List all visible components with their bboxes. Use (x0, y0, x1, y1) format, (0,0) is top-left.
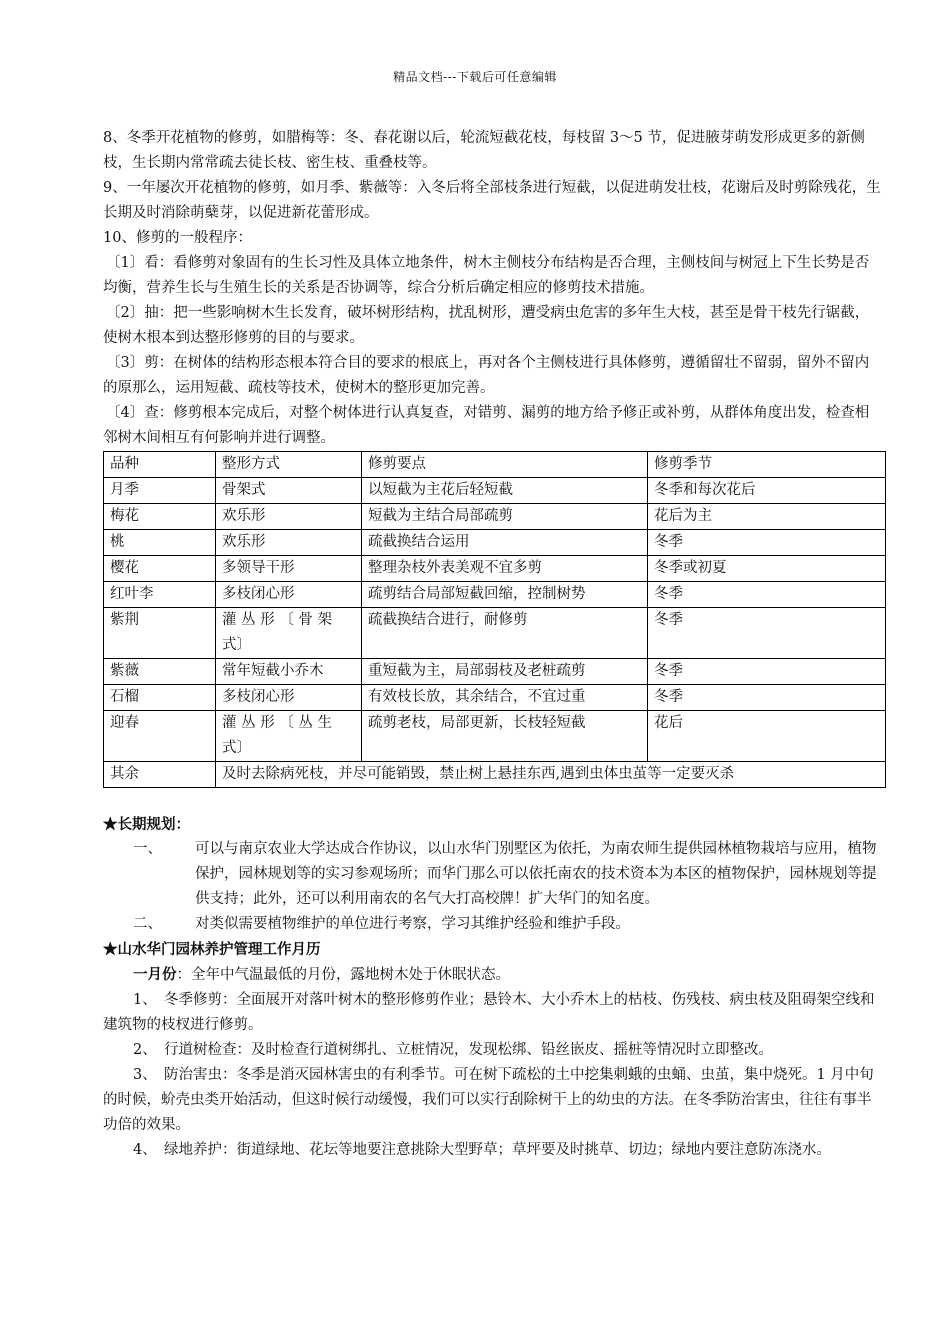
paragraph-8: 8、冬季开花植物的修剪，如腊梅等：冬、春花谢以后，轮流短截花枝，每枝留 3～5 节，促进腋芽萌发形成更多的新侧枝，生长期内常常疏去徒长枝、密生枝、重叠枝等。 (103, 130, 865, 171)
table-cell: 灌 丛 形 〔 丛 生 式〕 (216, 711, 362, 762)
table-cell: 紫荆 (104, 608, 216, 659)
table-cell: 短截为主结合局部疏剪 (362, 504, 648, 530)
table-row-other (104, 762, 886, 788)
table-cell: 冬季 (648, 659, 886, 685)
table-cell-merged: 及时去除病死枝，并尽可能销毁，禁止树上悬挂东西,遇到虫体虫茧等一定要灭杀 (216, 762, 886, 788)
table-row (104, 711, 886, 762)
list-text: 对类似需要植物维护的单位进行考察，学习其维护经验和维护手段。 (195, 916, 630, 932)
table-cell: 冬季 (648, 685, 886, 711)
list-text: 可以与南京农业大学达成合作协议，以山水华门别墅区为依托，为南农师生提供园林植物栽培与应用，植物保护，园林规划等的实习参观场所；而华门那么可以依托南农的技术资本为本区的植物保护，园林规划等提供支持；此外，还可以利用南农的名气大打高校牌！扩大华门的知名度。 (195, 841, 877, 907)
month-label: 一月份 (133, 966, 177, 983)
long-term-title: ★长期规划： (103, 816, 190, 833)
table-cell: 疏剪老枝，局部更新，长枝轻短截 (362, 711, 648, 762)
step-extract: 〔2〕抽：把一些影响树木生长发育，破坏树形结构，扰乱树形，遭受病虫危害的多年生大枝，甚至是骨干枝先行锯截，使树木根本到达整形修剪的目的与要求。 (103, 305, 870, 346)
step-check: 〔4〕查：修剪根本完成后，对整个树体进行认真复查，对错剪、漏剪的地方给予修正或补剪，从群体角度出发，检查相邻树木间相互有何影响并进行调整。 (103, 405, 870, 446)
table-header-cell: 品种 (104, 452, 216, 478)
table-cell: 骨架式 (216, 478, 362, 504)
table-cell: 冬季和每次花后 (648, 478, 886, 504)
table-row (104, 530, 886, 556)
table-cell: 红叶李 (104, 582, 216, 608)
table-row (104, 556, 886, 582)
page-header: 精品文档---下载后可任意编辑 (393, 70, 557, 84)
table-cell: 整理杂枝外表美观不宜多剪 (362, 556, 648, 582)
table-cell: 梅花 (104, 504, 216, 530)
table-row (104, 685, 886, 711)
table-cell: 冬季 (648, 530, 886, 556)
table-cell: 迎春 (104, 711, 216, 762)
list-number: 二、 (133, 916, 162, 932)
month-item: 1、 冬季修剪：全面展开对落叶树木的整形修剪作业；悬铃木、大小乔木上的枯枝、伤残枝、病虫枝及阻碍架空线和建筑物的枝杈进行修剪。 (103, 992, 875, 1033)
table-cell: 欢乐形 (216, 504, 362, 530)
table-cell: 多枝闭心形 (216, 582, 362, 608)
table-header-cell: 整形方式 (216, 452, 362, 478)
document-body (103, 126, 883, 1163)
table-cell: 冬季 (648, 608, 886, 659)
table-cell: 石榴 (104, 685, 216, 711)
pruning-table (103, 451, 886, 788)
table-header-cell: 修剪要点 (362, 452, 648, 478)
list-item (103, 912, 883, 937)
table-cell: 月季 (104, 478, 216, 504)
table-row (104, 478, 886, 504)
table-cell: 灌 丛 形 〔 骨 架 式〕 (216, 608, 362, 659)
table-row (104, 582, 886, 608)
table-row (104, 504, 886, 530)
table-cell: 花后 (648, 711, 886, 762)
table-cell: 其余 (104, 762, 216, 788)
paragraph-9: 9、一年屡次开花植物的修剪，如月季、紫薇等：入冬后将全部枝条进行短截，以促进萌发壮枝，花谢后及时剪除残花，生长期及时消除萌蘖芽，以促进新花蕾形成。 (103, 180, 881, 221)
table-cell: 疏截换结合运用 (362, 530, 648, 556)
table-cell: 紫薇 (104, 659, 216, 685)
calendar-title: ★山水华门园林养护管理工作月历 (103, 941, 321, 958)
table-cell: 常年短截小乔木 (216, 659, 362, 685)
table-cell: 冬季 (648, 582, 886, 608)
table-header-row (104, 452, 886, 478)
table-cell: 花后为主 (648, 504, 886, 530)
table-cell: 冬季或初夏 (648, 556, 886, 582)
paragraph-10: 10、修剪的一般程序： (103, 230, 252, 246)
step-cut: 〔3〕剪：在树体的结构形态根本符合目的要求的根底上，再对各个主侧枝进行具体修剪，遵循留壮不留弱，留外不留内的原那么，运用短截、疏枝等技术，使树木的整形更加完善。 (103, 355, 870, 396)
table-cell: 以短截为主花后轻短截 (362, 478, 648, 504)
table-header-cell: 修剪季节 (648, 452, 886, 478)
month-items (103, 988, 883, 1163)
table-row (104, 608, 886, 659)
table-row (104, 659, 886, 685)
table-cell: 重短截为主，局部弱枝及老桩疏剪 (362, 659, 648, 685)
table-cell: 多领导干形 (216, 556, 362, 582)
month-desc: ：全年中气温最低的月份，露地树木处于休眠状态。 (176, 967, 510, 983)
list-item (103, 837, 883, 912)
table-cell: 有效枝长放，其余结合，不宜过重 (362, 685, 648, 711)
table-cell: 桃 (104, 530, 216, 556)
list-number: 一、 (133, 841, 162, 857)
table-cell: 樱花 (104, 556, 216, 582)
table-cell: 欢乐形 (216, 530, 362, 556)
month-line (103, 962, 883, 988)
month-item: 4、 绿地养护：街道绿地、花坛等地要注意挑除大型野草；草坪要及时挑草、切边；绿地内要注意防冻浇水。 (133, 1142, 831, 1158)
month-item: 3、 防治害虫：冬季是消灭园林害虫的有利季节。可在树下疏松的土中挖集刺蛾的虫蛹、虫茧，集中烧死。1 月中旬的时候，蚧壳虫类开始活动，但这时候行动缓慢，我们可以实行刮除树干上的幼虫的方法。在冬季防治害虫，往往有事半功倍的效果。 (103, 1067, 874, 1133)
table-cell: 多枝闭心形 (216, 685, 362, 711)
step-look: 〔1〕看：看修剪对象固有的生长习性及具体立地条件，树木主侧枝分布结构是否合理，主侧枝间与树冠上下生长势是否均衡，营养生长与生殖生长的关系是否协调等，综合分析后确定相应的修剪技术措施。 (103, 255, 870, 296)
table-cell: 疏剪结合局部短截回缩，控制树势 (362, 582, 648, 608)
month-item: 2、 行道树检查：及时检查行道树绑扎、立桩情况，发现松绑、铅丝嵌皮、摇桩等情况时立即整改。 (133, 1042, 773, 1058)
table-cell: 疏截换结合进行，耐修剪 (362, 608, 648, 659)
